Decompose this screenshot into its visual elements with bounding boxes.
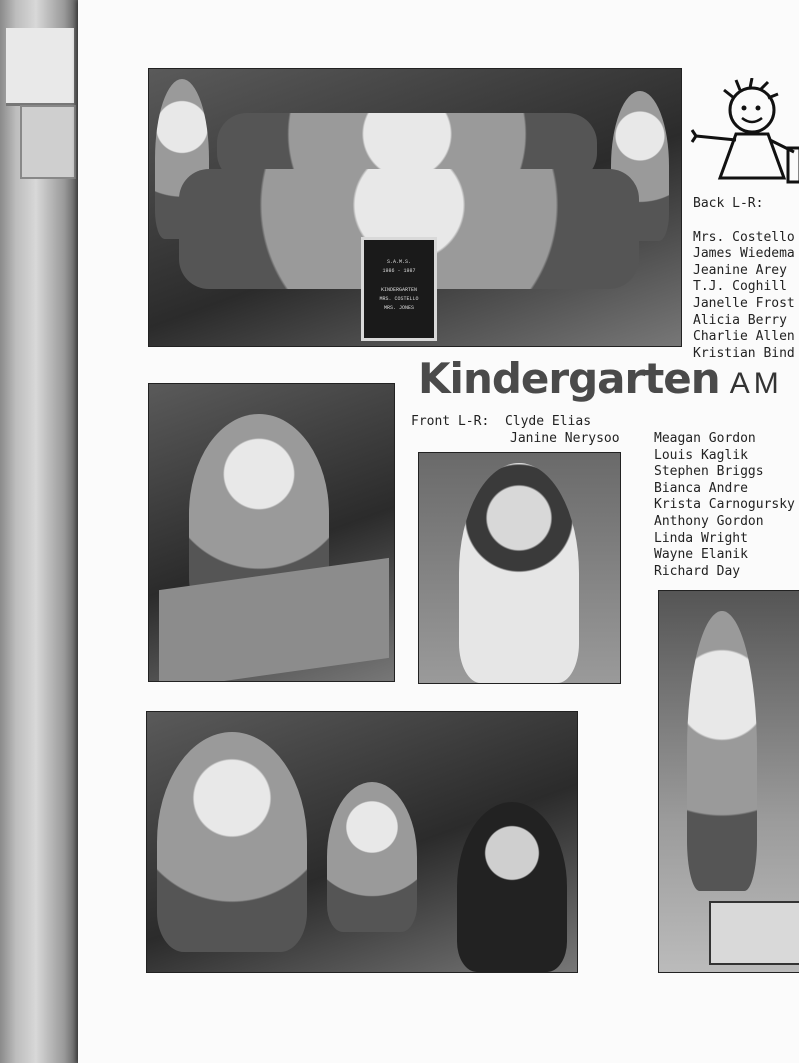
spine-top-block bbox=[6, 28, 74, 106]
sweeping-boy-figure bbox=[687, 611, 757, 891]
back-name-7: Charlie Allen bbox=[693, 329, 795, 345]
front-names-first bbox=[411, 414, 620, 447]
sign-line-4: MRS. COSTELLO bbox=[379, 296, 419, 302]
front-name-8: Anthony Gordon bbox=[654, 513, 764, 529]
back-names-list bbox=[693, 196, 795, 362]
sign-line-3: KINDERGARTEN bbox=[380, 287, 417, 293]
back-name-3: Jeanine Arey bbox=[693, 262, 787, 278]
page-title bbox=[418, 354, 783, 403]
child-figure-1 bbox=[327, 782, 417, 932]
photo-boy-toy-car bbox=[148, 383, 395, 682]
front-names-rest bbox=[654, 431, 795, 580]
toy-sweeper bbox=[709, 901, 799, 965]
back-name-1: Mrs. Costello bbox=[693, 229, 795, 245]
teacher-figure bbox=[157, 732, 307, 952]
front-name-4: Louis Kaglik bbox=[654, 447, 748, 463]
class-sign bbox=[361, 237, 437, 341]
title-text: Kindergarten bbox=[418, 354, 720, 403]
front-name-5: Stephen Briggs bbox=[654, 464, 764, 480]
back-name-6: Alicia Berry bbox=[693, 312, 787, 328]
front-name-2: Janine Nerysoo bbox=[510, 430, 620, 446]
front-name-3: Meagan Gordon bbox=[654, 431, 756, 446]
photo-boy-sweeping bbox=[658, 590, 799, 973]
front-name-6: Bianca Andre bbox=[654, 480, 748, 496]
photo-teacher-with-children bbox=[146, 711, 578, 973]
sign-line-2: 1986 - 1987 bbox=[382, 268, 416, 274]
child-figure-2 bbox=[457, 802, 567, 972]
book-spine bbox=[0, 0, 80, 1063]
yearbook-page bbox=[78, 0, 799, 1063]
back-name-5: Janelle Frost bbox=[693, 295, 795, 311]
back-heading: Back L-R: bbox=[693, 196, 764, 211]
front-name-11: Richard Day bbox=[654, 563, 741, 579]
front-name-9: Linda Wright bbox=[654, 530, 748, 546]
sign-line-1: S.A.M.S. bbox=[386, 259, 411, 265]
back-name-4: T.J. Coghill bbox=[693, 279, 787, 295]
front-name-10: Wayne Elanik bbox=[654, 547, 748, 563]
spine-box bbox=[20, 105, 76, 179]
stick-figure-icon bbox=[690, 78, 799, 198]
title-suffix: AM bbox=[729, 367, 783, 400]
front-heading: Front L-R: bbox=[411, 414, 490, 429]
class-group-photo bbox=[148, 68, 682, 347]
back-name-2: James Wiedema bbox=[693, 246, 795, 262]
girl-figure bbox=[459, 463, 579, 683]
sign-line-5: MRS. JONES bbox=[383, 305, 414, 311]
back-name-8: Kristian Bind bbox=[693, 345, 795, 361]
photo-girl-toy-watch bbox=[418, 452, 621, 684]
front-name-1: Clyde Elias bbox=[504, 414, 592, 429]
front-name-7: Krista Carnogursky bbox=[654, 497, 795, 513]
